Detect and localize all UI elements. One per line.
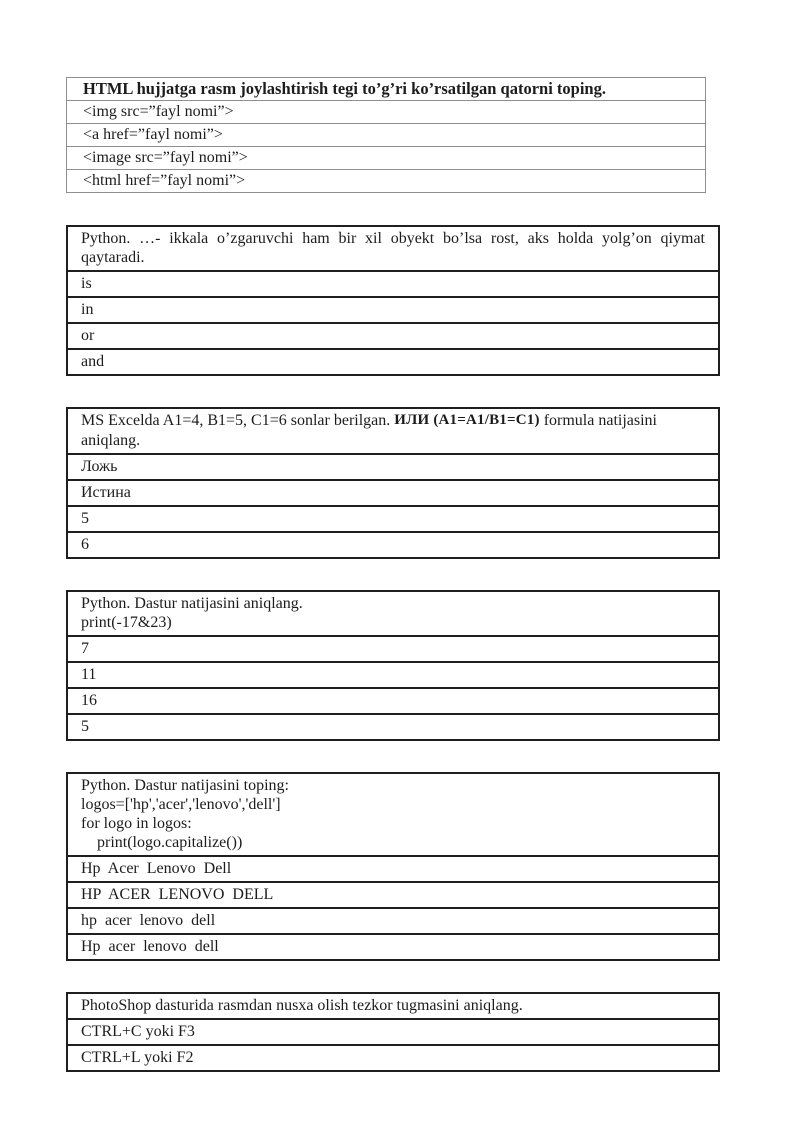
answer-option: 5 — [68, 713, 718, 739]
answer-option: <html href=”fayl nomi”> — [67, 169, 705, 192]
question-code-line: print(logo.capitalize()) — [81, 834, 243, 851]
question-code-line: for logo in logos: — [81, 815, 192, 832]
answer-option: hp acer lenovo dell — [68, 907, 718, 933]
question-text — [68, 774, 718, 855]
question-text-suffix: formula natijasini aniqlang. — [81, 412, 657, 449]
answer-option: CTRL+C yoki F3 — [68, 1018, 718, 1044]
answer-option: CTRL+L yoki F2 — [68, 1044, 718, 1070]
answer-option: and — [68, 348, 718, 374]
answer-option: <img src=”fayl nomi”> — [67, 100, 705, 123]
answer-option: Истина — [68, 479, 718, 505]
question-table-1 — [66, 77, 706, 193]
answer-option: in — [68, 296, 718, 322]
answer-option: is — [68, 270, 718, 296]
question-table-3 — [66, 407, 720, 559]
question-table-4 — [66, 590, 720, 741]
question-line: Python. Dastur natijasini toping: — [81, 777, 289, 794]
question-text: Python. …- ikkala o’zgaruvchi ham bir xil obyekt bo’lsa rost, aks holda yolg’on qiymat qaytaradi. — [81, 230, 705, 266]
question-text-prefix: MS Excelda A1=4, B1=5, C1=6 sonlar berilgan. — [81, 412, 395, 429]
answer-option: 6 — [68, 531, 718, 557]
answer-option: Hp acer lenovo dell — [68, 933, 718, 959]
answer-option: HP ACER LENOVO DELL — [68, 881, 718, 907]
question-text — [68, 409, 718, 453]
answer-option: 7 — [68, 635, 718, 661]
answer-option: 16 — [68, 687, 718, 713]
question-formula: ИЛИ (A1=A1/B1=C1) — [394, 412, 540, 428]
answer-option: 5 — [68, 505, 718, 531]
answer-option: 11 — [68, 661, 718, 687]
question-code-line: logos=['hp','acer','lenovo','dell'] — [81, 796, 281, 813]
question-text: PhotoShop dasturida rasmdan nusxa olish tezkor tugmasini aniqlang. — [81, 997, 523, 1014]
answer-option: <a href=”fayl nomi”> — [67, 123, 705, 146]
answer-option: <image src=”fayl nomi”> — [67, 146, 705, 169]
question-text — [68, 592, 718, 635]
question-table-2 — [66, 225, 720, 376]
question-line: Python. Dastur natijasini aniqlang. — [81, 595, 303, 612]
answer-option: Ложь — [68, 453, 718, 479]
question-table-5 — [66, 772, 720, 961]
answer-option: or — [68, 322, 718, 348]
answer-option: Hp Acer Lenovo Dell — [68, 855, 718, 881]
question-table-6 — [66, 992, 720, 1072]
question-text: HTML hujjatga rasm joylashtirish tegi to’g’ri ko’rsatilgan qatorni toping. — [83, 79, 606, 98]
question-code-line: print(-17&23) — [81, 614, 172, 631]
